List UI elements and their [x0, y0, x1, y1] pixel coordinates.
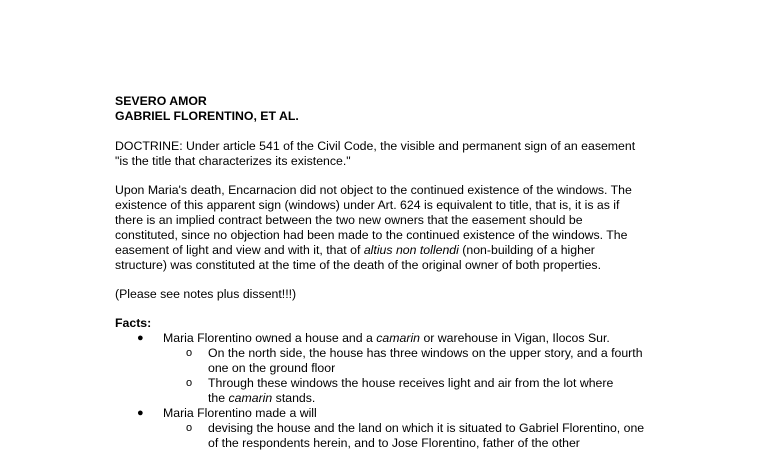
latin-term: altius non tollendi	[363, 243, 459, 257]
petitioner-name: SEVERO AMOR	[115, 94, 207, 108]
sub-list-item	[0, 376, 678, 406]
sub-item-line: Through these windows the house receives light and air from the lot where	[208, 376, 614, 390]
paragraph-line: Upon Maria's death, Encarnacion did not object to the continued existence of the windows. The	[115, 183, 632, 197]
circle-bullet-icon: o	[186, 377, 193, 389]
doctrine-line: "is the title that characterizes its existence."	[115, 154, 351, 168]
term-camarin: camarin	[376, 331, 421, 345]
bullet-icon: ●	[137, 407, 144, 419]
sub-list-item	[0, 421, 678, 451]
paragraph-line: structure) was constituted at the time of the death of the original owner of both properties.	[115, 258, 601, 272]
circle-bullet-icon: o	[186, 422, 193, 434]
paragraph-line: existence of this apparent sign (windows) under Art. 624 is equivalent to title, that is, it is as if	[115, 198, 620, 212]
list-item	[0, 331, 683, 346]
paragraph-line	[115, 243, 675, 258]
sub-item-line: On the north side, the house has three windows on the upper story, and a fourth	[208, 346, 643, 360]
text-run: easement of light and view and with it, that of	[115, 243, 364, 257]
sub-item-line: of the respondents herein, and to Jose Florentino, father of the other	[208, 436, 580, 450]
paragraph-line: constituted, since no objection had been made to the continued existence of the windows. The	[115, 228, 628, 242]
case-title	[115, 94, 675, 124]
text-run: (non-building of a higher	[458, 243, 595, 257]
text-run: or warehouse in Vigan, Ilocos Sur.	[420, 331, 610, 345]
list-item-text	[163, 331, 683, 346]
circle-bullet-icon: o	[186, 347, 193, 359]
facts-list	[0, 331, 784, 451]
respondent-name: GABRIEL FLORENTINO, ET AL.	[115, 109, 299, 123]
list-item	[0, 406, 683, 421]
text-run: Maria Florentino owned a house and a	[163, 331, 377, 345]
discussion-paragraph	[115, 183, 675, 273]
term-camarin: camarin	[228, 391, 273, 405]
doctrine-paragraph	[115, 139, 675, 169]
sub-list-item	[0, 346, 678, 376]
notes-remark: (Please see notes plus dissent!!!)	[115, 287, 297, 301]
bullet-icon: ●	[137, 332, 144, 344]
text-run: stands.	[272, 391, 316, 405]
doctrine-line: DOCTRINE: Under article 541 of the Civil Code, the visible and permanent sign of an easement	[115, 139, 636, 153]
facts-heading: Facts:	[115, 316, 152, 330]
text-run: the	[208, 391, 229, 405]
sub-item-line	[208, 391, 678, 406]
sub-item-line: one on the ground floor	[208, 361, 336, 375]
sub-item-line: devising the house and the land on which it is situated to Gabriel Florentino, one	[208, 421, 645, 435]
list-item-text: Maria Florentino made a will	[163, 406, 317, 420]
paragraph-line: there is an implied contract between the two new owners that the easement should be	[115, 213, 583, 227]
